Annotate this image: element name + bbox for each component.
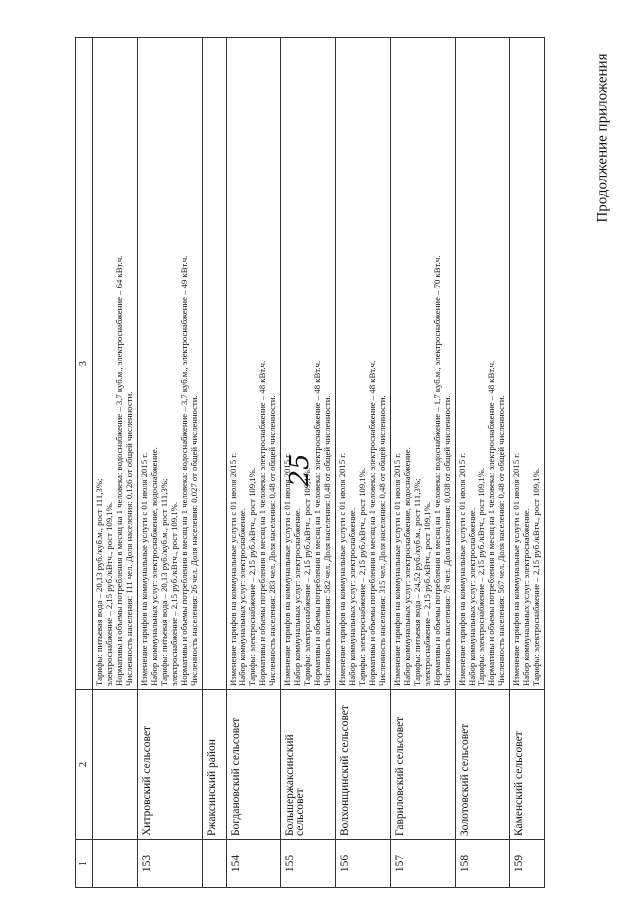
detail-line: Численность населения: 582 чел. Доля населения: 0,48 от общей численности. bbox=[322, 395, 333, 686]
table-row bbox=[226, 38, 281, 888]
table-row bbox=[336, 38, 391, 888]
detail-line: электроснабжение – 2,15 руб./кВтч., рост 109,1%. bbox=[421, 501, 432, 686]
detail-line: Набор коммунальных услуг: электроснабжение. bbox=[466, 508, 477, 686]
detail-line: Изменение тарифов на коммунальные услуги с 01 июля 2015 г. bbox=[391, 452, 402, 686]
detail-line: Изменение тарифов на коммунальные услуги с 01 июля 2015 г. bbox=[282, 452, 293, 686]
district-name: Ржаксинский район bbox=[202, 690, 226, 840]
row-number: 159 bbox=[510, 840, 545, 888]
table-row bbox=[510, 38, 545, 888]
tariff-table-body bbox=[76, 38, 545, 888]
detail-line: Нормативы и объемы потребления в месяц на 1 человека: водоснабжение – 1,7 куб.м., электроснабжение – 70 кВт.ч. bbox=[431, 255, 442, 686]
row-number: 154 bbox=[226, 840, 281, 888]
settlement-name: Золотовский сельсовет bbox=[455, 690, 510, 840]
detail-line: Набор коммунальных услуг: электроснабжение. bbox=[237, 508, 248, 686]
settlement-name: Гавриловский сельсовет bbox=[390, 690, 455, 840]
detail-line: электроснабжение – 2,15 руб./кВтч., рост 109,1%. bbox=[103, 501, 114, 686]
detail-line: Тарифы: электроснабжение – 2,15 руб./кВтч., рост 109,1%. bbox=[531, 467, 542, 686]
table-row bbox=[281, 38, 336, 888]
table-row bbox=[93, 38, 138, 888]
settlement-name: Богдановский сельсовет bbox=[226, 690, 281, 840]
settlement-name: Каменский сельсовет bbox=[510, 690, 545, 840]
table-row bbox=[455, 38, 510, 888]
detail-line: Нормативы и объемы потребления в месяц на 1 человека: электроснабжение – 48 кВт.ч. bbox=[486, 360, 497, 686]
page-number: 25 bbox=[285, 453, 315, 487]
detail-line: Численность населения: 111 чел. Доля населения: 0,126 от общей численности. bbox=[123, 391, 134, 686]
tariff-details bbox=[93, 38, 138, 690]
detail-line: Нормативы и объемы потребления в месяц на 1 человека: водоснабжение – 3,7 куб.м., электроснабжение – 49 кВт.ч. bbox=[178, 255, 189, 686]
header-col-2: 2 bbox=[76, 690, 93, 840]
tariff-details bbox=[510, 38, 545, 690]
detail-line: Тарифы: электроснабжение – 2,15 руб./кВтч., рост 109,1%. bbox=[356, 467, 367, 686]
detail-line: Тарифы: питьевая вода – 20,13 руб./куб.м., рост 111,3%; bbox=[158, 478, 169, 686]
tariff-details bbox=[390, 38, 455, 690]
appendix-continuation-caption: Продолжение приложения bbox=[594, 53, 611, 223]
detail-line: Тарифы: электроснабжение – 2,15 руб./кВтч., рост 109,1%. bbox=[247, 467, 258, 686]
tariff-details bbox=[137, 38, 202, 690]
detail-line: Изменение тарифов на коммунальные услуги с 01 июля 2015 г. bbox=[138, 452, 149, 686]
tariff-details bbox=[455, 38, 510, 690]
detail-line: Изменение тарифов на коммунальные услуги с 01 июля 2015 г. bbox=[227, 452, 238, 686]
row-number: 157 bbox=[390, 840, 455, 888]
header-row bbox=[76, 38, 93, 888]
tariff-details bbox=[226, 38, 281, 690]
detail-line: Тарифы: питьевая вода – 24,52 руб./куб.м., рост 111,3%; bbox=[411, 478, 422, 686]
header-col-1: 1 bbox=[76, 840, 93, 888]
detail-line: Тарифы: питьевая вода – 20,13 руб./куб.м., рост 111,3%; bbox=[94, 478, 104, 686]
row-number bbox=[93, 840, 138, 888]
detail-line: Нормативы и объемы потребления в месяц на 1 человека: электроснабжение – 48 кВт.ч. bbox=[257, 360, 268, 686]
table-row bbox=[137, 38, 202, 888]
tariff-table bbox=[75, 37, 545, 888]
settlement-name bbox=[93, 690, 138, 840]
row-number: 158 bbox=[455, 840, 510, 888]
detail-line: Нормативы и объемы потребления в месяц на 1 человека: водоснабжение – 3,7 куб.м., электроснабжение – 64 кВт.ч. bbox=[113, 255, 124, 686]
row-number: 155 bbox=[281, 840, 336, 888]
detail-line: Изменение тарифов на коммунальные услуги с 01 июля 2015 г. bbox=[456, 452, 467, 686]
rotated-table-container bbox=[75, 38, 585, 888]
row-number: 153 bbox=[137, 840, 202, 888]
row-number: 156 bbox=[336, 840, 391, 888]
settlement-name: Волхонщинский сельсовет bbox=[336, 690, 391, 840]
detail-line: Численность населения: 283 чел. Доля населения: 0,48 от общей численности. bbox=[267, 395, 278, 686]
detail-line: Численность населения: 78 чел. Доля населения: 0,038 от общей численности. bbox=[441, 395, 452, 686]
detail-line: Набор коммунальных услуг: электроснабжение. bbox=[347, 508, 358, 686]
tariff-details bbox=[336, 38, 391, 690]
detail-line: Набор коммунальных услуг: электроснабжение. bbox=[292, 508, 303, 686]
settlement-name: Большержаксинский сельсовет bbox=[281, 690, 336, 840]
detail-line: Набор коммунальных услуг: электроснабжение, водоснабжение. bbox=[401, 447, 412, 686]
settlement-name: Хитровский сельсовет bbox=[137, 690, 202, 840]
detail-line: Численность населения: 567 чел. Доля населения: 0,48 от общей численности. bbox=[496, 395, 507, 686]
detail-line: Набор коммунальных услуг: электроснабжение. bbox=[521, 508, 532, 686]
detail-line: Изменение тарифов на коммунальные услуги с 01 июля 2015 г. bbox=[337, 452, 348, 686]
table-row bbox=[390, 38, 455, 888]
detail-line: электроснабжение – 2,15 руб./кВтч., рост 109,1%. bbox=[168, 501, 179, 686]
tariff-details bbox=[281, 38, 336, 690]
row-number bbox=[202, 840, 226, 888]
detail-line: Набор коммунальных услуг: электроснабжение, водоснабжение. bbox=[148, 447, 159, 686]
detail-line: Нормативы и объемы потребления в месяц на 1 человека: электроснабжение – 48 кВт.ч. bbox=[312, 360, 323, 686]
detail-line: Изменение тарифов на коммунальные услуги с 01 июля 2015 г. bbox=[511, 452, 522, 686]
detail-line: Численность населения: 315 чел. Доля населения: 0,48 от общей численности. bbox=[376, 395, 387, 686]
detail-line: Численность населения: 26 чел. Доля населения: 0,027 от общей численности. bbox=[188, 395, 199, 686]
detail-line: Тарифы: электроснабжение – 2,15 руб./кВтч., рост 109,1%. bbox=[302, 467, 313, 686]
detail-line: Нормативы и объемы потребления в месяц на 1 человека: электроснабжение – 48 кВт.ч. bbox=[366, 360, 377, 686]
tariff-details bbox=[202, 38, 226, 690]
header-col-3: 3 bbox=[76, 38, 93, 690]
district-row bbox=[202, 38, 226, 888]
detail-line: Тарифы: электроснабжение – 2,15 руб./кВтч., рост 109,1%. bbox=[476, 467, 487, 686]
